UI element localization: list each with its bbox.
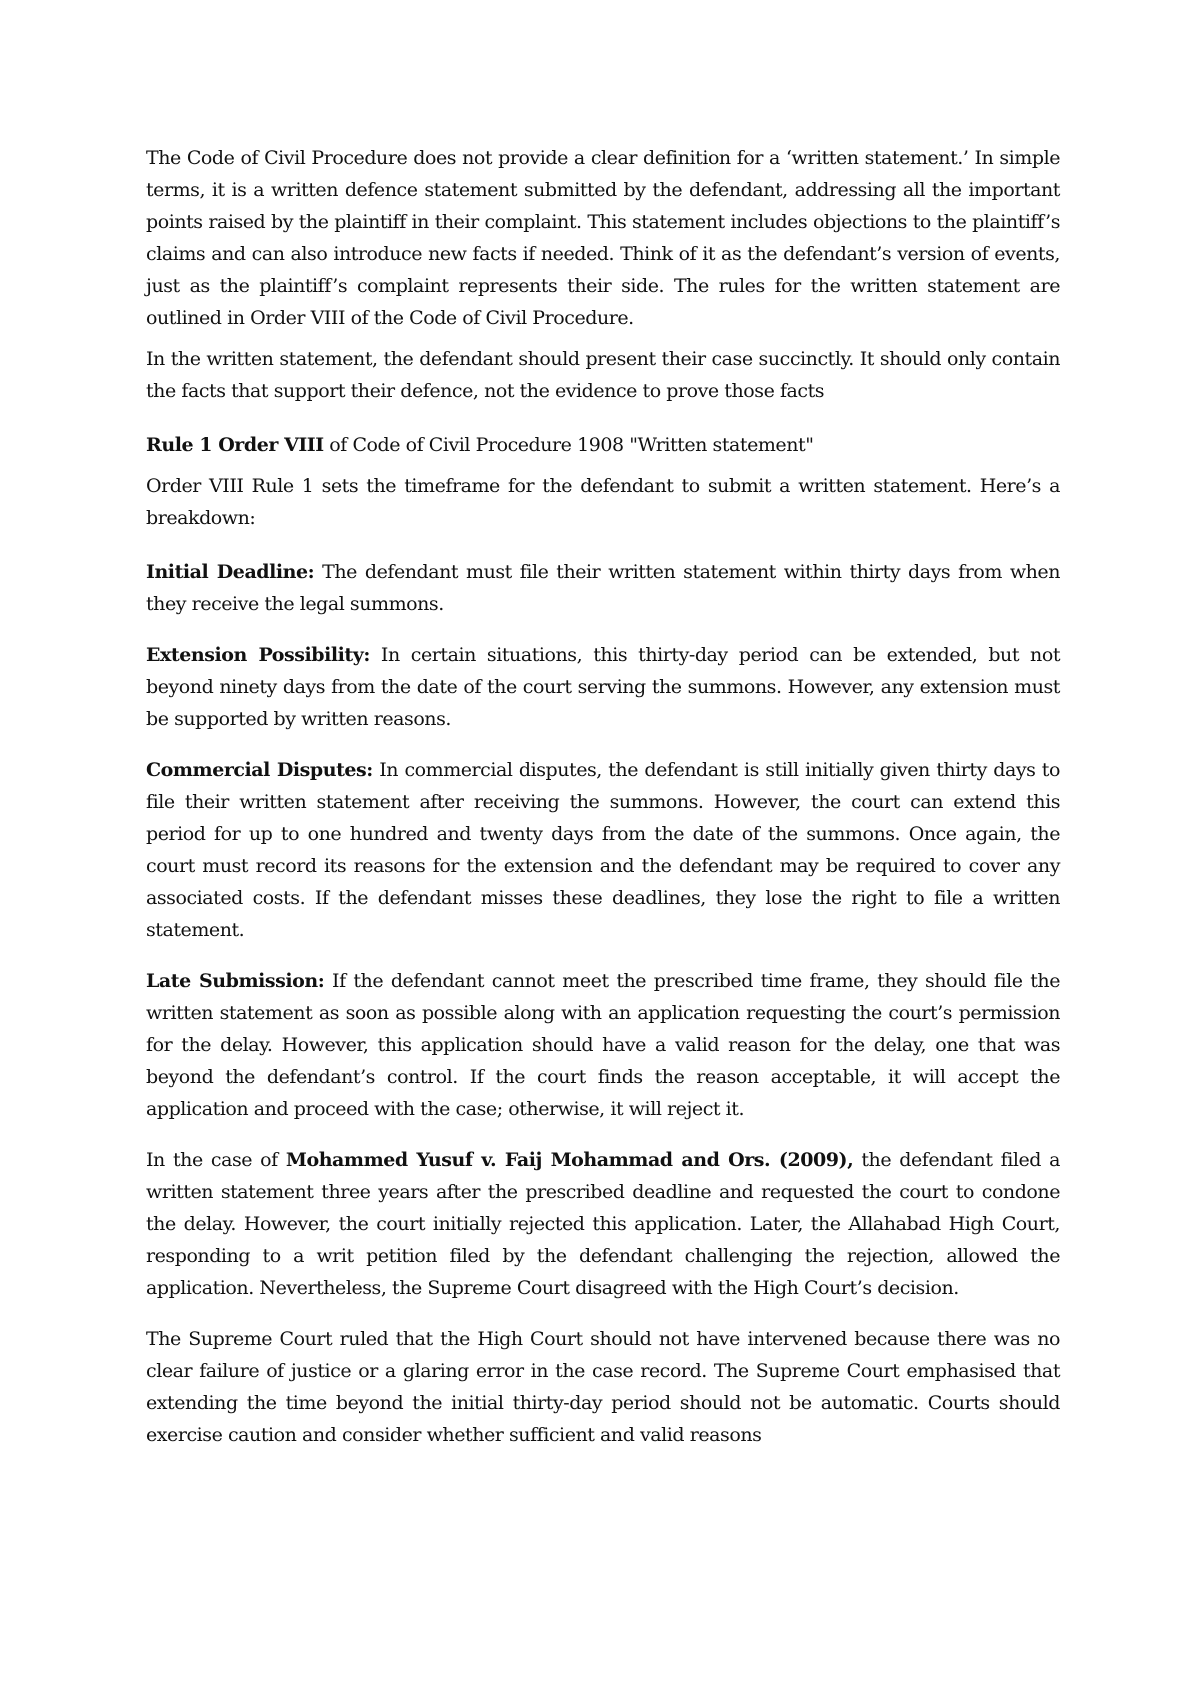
commercial-disputes-text: In commercial disputes, the defendant is still initially given thirty days to file their written statement after receiving the summons. However, the court can extend this period for up to one hundred and twenty days from the date of the summons. Once again, the court must record its reasons for the extension and the defendant may be required to cover any associated costs. If the defendant misses these deadlines, they lose the right to file a written statement. xyxy=(146,759,1060,941)
late-submission-text: If the defendant cannot meet the prescribed time frame, they should file the written statement as soon as possible along with an application requesting the court’s permission for the delay. However, this application should have a valid reason for the delay, one that was beyond the defendant’s control. If the court finds the reason acceptable, it will accept the application and proceed with the case; otherwise, it will reject it. xyxy=(146,970,1060,1120)
initial-deadline-label: Initial Deadline: xyxy=(146,561,315,583)
late-submission-label: Late Submission: xyxy=(146,970,325,992)
commercial-disputes-item xyxy=(146,754,1060,946)
rule-heading-rest: of Code of Civil Procedure 1908 "Written statement" xyxy=(323,434,814,456)
commercial-disputes-label: Commercial Disputes: xyxy=(146,759,373,781)
paragraph-definition: The Code of Civil Procedure does not provide a clear definition for a ‘written statement.’ In simple terms, it is a written defence statement submitted by the defendant, addressing all the important points raised by the plaintiff in their complaint. This statement includes objections to the plaintiff’s claims and can also introduce new facts if needed. Think of it as the defendant’s version of events, just as the plaintiff’s complaint represents their side. The rules for the written statement are outlined in Order VIII of the Code of Civil Procedure. xyxy=(146,147,1060,329)
case-paragraph xyxy=(146,1144,1060,1304)
paragraph-succinct-case: In the written statement, the defendant should present their case succinctly. It should only contain the facts that support their defence, not the evidence to prove those facts xyxy=(146,348,1060,402)
initial-deadline-text: The defendant must file their written statement within thirty days from when they receive the legal summons. xyxy=(146,561,1060,615)
rule-heading xyxy=(146,429,1060,461)
paragraph-breakdown: Order VIII Rule 1 sets the timeframe for the defendant to submit a written statement. Here’s a breakdown: xyxy=(146,475,1060,529)
initial-deadline-item xyxy=(146,556,1060,620)
late-submission-item xyxy=(146,965,1060,1125)
extension-possibility-label: Extension Possibility: xyxy=(146,644,370,666)
rule-heading-bold: Rule 1 Order VIII xyxy=(146,434,324,456)
extension-possibility-text: In certain situations, this thirty-day period can be extended, but not beyond ninety days from the date of the court serving the summons. However, any extension must be supported by written reasons. xyxy=(146,644,1061,730)
case-intro: In the case of xyxy=(146,1149,286,1171)
case-text: the defendant filed a written statement three years after the prescribed deadline and requested the court to condone the delay. However, the court initially rejected this application. Later, the Allahabad High Court, responding to a writ petition filed by the defendant challenging the rejection, allowed the application. Nevertheless, the Supreme Court disagreed with the High Court’s decision. xyxy=(146,1149,1060,1299)
extension-possibility-item xyxy=(146,639,1060,735)
document-page xyxy=(146,142,1060,1451)
supreme-court-paragraph: The Supreme Court ruled that the High Court should not have intervened because there was no clear failure of justice or a glaring error in the case record. The Supreme Court emphasised that extending the time beyond the initial thirty-day period should not be automatic. Courts should exercise caution and consider whether sufficient and valid reasons xyxy=(146,1328,1060,1446)
case-name: Mohammed Yusuf v. Faij Mohammad and Ors. (2009), xyxy=(285,1149,854,1171)
